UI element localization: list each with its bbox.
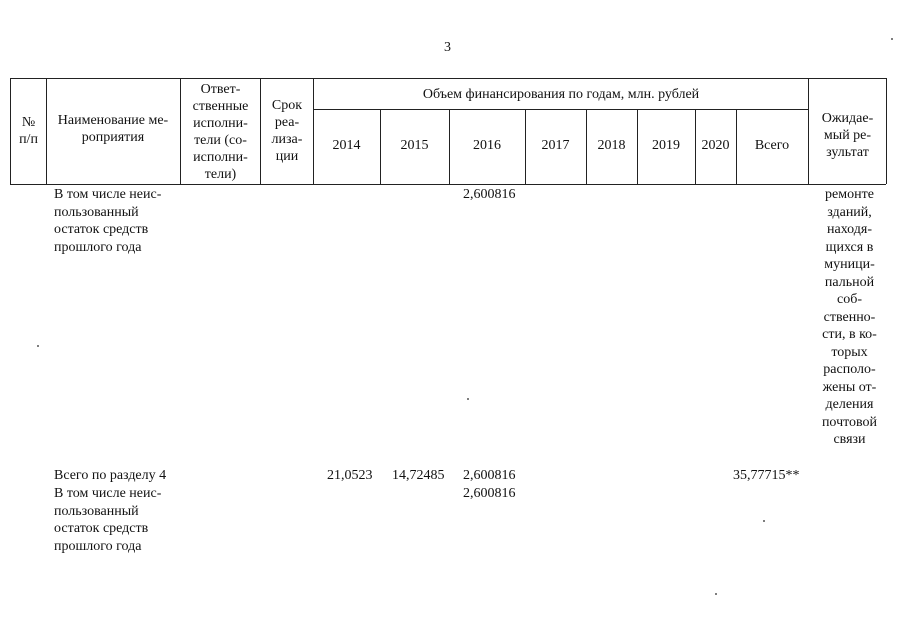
header-term [261,97,313,165]
row3-value-2016: 2,600816 [463,486,516,501]
header-responsible-line-6: тели) [204,167,237,182]
total-value-2014: 21,0523 [327,468,373,483]
result-line-10: торых [831,344,868,360]
header-name [48,112,178,146]
result-line-2: зданий, [827,204,872,220]
year-total: Всего [754,138,790,153]
row3-name-line-2: пользованный [54,503,139,519]
header-funding: Объем финансирования по годам, млн. рублей [422,87,700,102]
year-2020: 2020 [701,138,730,153]
header-term-line-3: лиза- [271,132,303,147]
total-label: Всего по разделу 4 [54,468,167,483]
header-responsible [181,81,260,183]
row1-value-2016: 2,600816 [463,187,516,202]
header-number [11,114,46,148]
row3-name-line-1: В том числе неис- [54,486,162,501]
result-line-11: располо- [823,362,876,377]
result-line-1: ремонте [825,187,874,202]
result-line-14: почтовой [821,414,878,430]
header-responsible-line-4: тели (со- [194,133,247,148]
result-line-15: связи [833,432,866,447]
result-line-9: сти, в ко- [822,327,877,342]
header-name-line-2: роприятия [81,130,145,145]
year-2018: 2018 [597,138,626,153]
header-number-line-1: № [21,115,36,130]
header-result-line-3: зультат [826,145,869,160]
page-number: 3 [444,40,451,55]
header-responsible-line-3: исполни- [193,116,248,131]
result-line-12: жены от- [822,379,877,395]
total-value-2016: 2,600816 [463,468,516,483]
row1-name-line-2: пользованный [54,204,139,220]
result-line-13: деления [825,397,874,412]
year-2014: 2014 [332,138,361,153]
row1-name [54,186,161,256]
scan-speck [763,520,765,522]
header-term-line-1: Срок [271,98,303,113]
total-value-2015: 14,72485 [392,468,445,483]
header-result-line-2: мый ре- [823,128,872,143]
result-line-8: ственно- [823,309,876,325]
result-line-6: пальной [824,274,875,290]
year-2019: 2019 [652,138,680,153]
year-2015: 2015 [400,138,429,153]
header-term-line-2: реа- [274,115,300,130]
header-term-line-4: ции [275,149,299,164]
header-number-line-2: п/п [19,132,38,147]
result-line-4: щихся в [825,239,874,255]
scan-speck [891,38,893,40]
result-line-7: соб- [837,292,862,307]
header-result-line-1: Ожидае- [821,111,874,126]
header-responsible-line-5: исполни- [193,150,248,165]
header-name-line-1: Наименование ме- [57,113,169,128]
total-value-all: 35,77715** [733,468,800,483]
header-responsible-line-2: ственные [192,99,249,114]
result-line-3: находя- [827,222,872,237]
row1-name-line-1: В том числе неис- [54,187,162,202]
row1-name-line-4: прошлого года [54,239,142,255]
header-result [809,110,886,161]
row3-name-line-4: прошлого года [54,538,142,554]
scan-speck [715,593,717,595]
year-2016: 2016 [473,138,501,153]
year-2017: 2017 [541,138,570,153]
row1-name-line-3: остаток средств [54,222,149,237]
scan-speck [467,398,469,400]
expected-result-text [812,186,887,449]
header-responsible-line-1: Ответ- [200,82,241,97]
result-line-5: муници- [824,257,875,272]
row3-name [54,485,161,555]
row3-name-line-3: остаток средств [54,521,149,536]
scan-speck [37,345,39,347]
